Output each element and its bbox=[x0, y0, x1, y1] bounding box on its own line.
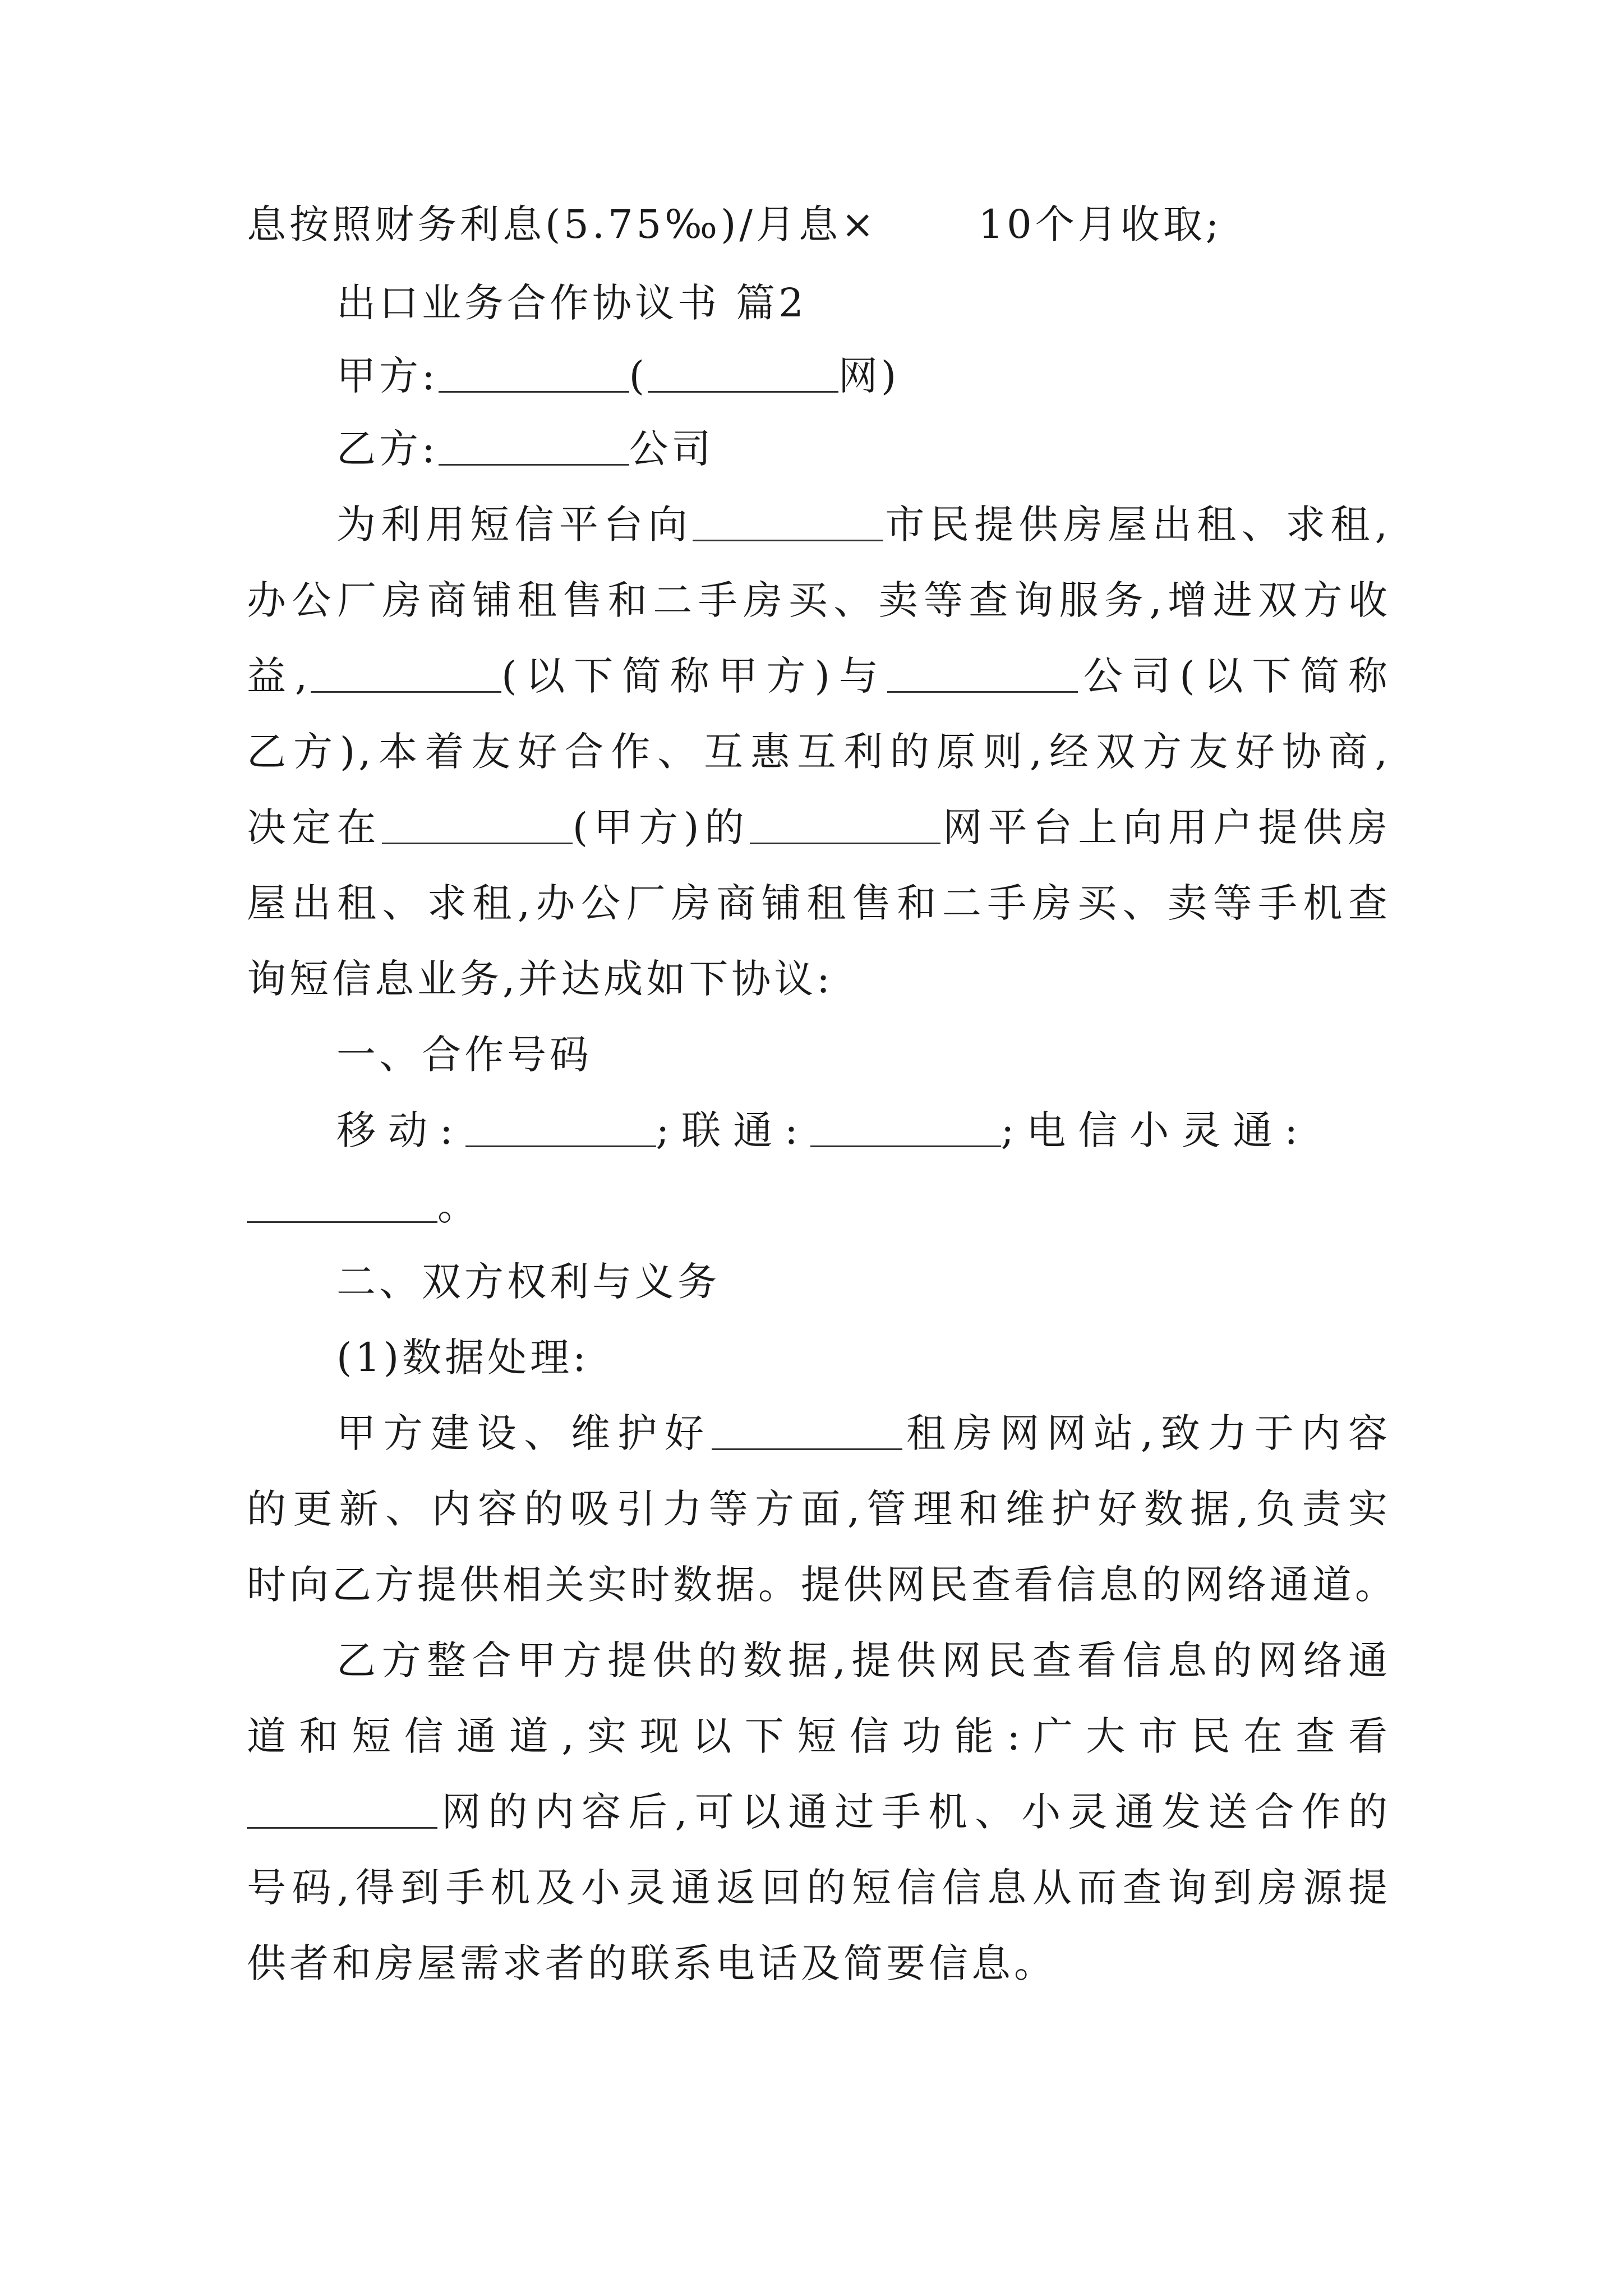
paragraph-line: 询短信息业务,并达成如下协议: bbox=[247, 956, 833, 1002]
blank-field bbox=[439, 425, 629, 466]
blank-field bbox=[247, 1182, 437, 1223]
blank-field bbox=[693, 500, 883, 541]
numbers-line-continued: 。 bbox=[247, 1178, 1391, 1234]
subsection-heading: (1)数据处理: bbox=[336, 1335, 589, 1381]
blank-field bbox=[247, 1788, 437, 1829]
paragraph-line: 供者和房屋需求者的联系电话及简要信息。 bbox=[247, 1940, 1057, 1986]
blank-field bbox=[439, 352, 629, 393]
numbers-line: 移动: ;联通: ;电信小灵通: bbox=[336, 1107, 1310, 1153]
paragraph-line: 时向乙方提供相关实时数据。提供网民查看信息的网络通道。 bbox=[247, 1562, 1398, 1608]
section-heading: 二、双方权利与义务 bbox=[336, 1259, 720, 1305]
paragraph-line: 益, (以下简称甲方)与 公司(以下简称 bbox=[247, 653, 1391, 699]
paragraph-line: 乙方),本着友好合作、互惠互利的原则,经双方友好协商, bbox=[247, 729, 1391, 775]
blank-field bbox=[648, 352, 838, 393]
text-line: 息按照财务利息(5.75‰)/月息× 10个月收取; bbox=[247, 201, 1223, 247]
paragraph-line: 屋出租、求租,办公厂房商铺租售和二手房买、卖等手机查 bbox=[247, 880, 1391, 926]
party-b-line: 乙方: 公司 bbox=[336, 426, 714, 472]
section-title: 出口业务合作协议书 篇2 bbox=[336, 280, 807, 326]
paragraph-line: 道和短信通道,实现以下短信功能:广大市民在查看 bbox=[247, 1713, 1391, 1759]
section-heading: 一、合作号码 bbox=[336, 1032, 592, 1078]
blank-field bbox=[382, 803, 573, 844]
paragraph-line: 的更新、内容的吸引力等方面,管理和维护好数据,负责实 bbox=[247, 1486, 1391, 1532]
paragraph-line: 为利用短信平台向 市民提供房屋出租、求租, bbox=[336, 501, 1391, 547]
paragraph-line: 办公厂房商铺租售和二手房买、卖等查询服务,增进双方收 bbox=[247, 577, 1391, 623]
blank-field bbox=[712, 1409, 902, 1450]
blank-field bbox=[465, 1106, 656, 1147]
paragraph-line: 决定在 (甲方)的 网平台上向用户提供房 bbox=[247, 804, 1391, 850]
paragraph-line: 甲方建设、维护好 租房网网站,致力于内容 bbox=[336, 1410, 1391, 1456]
paragraph-line: 乙方整合甲方提供的数据,提供网民查看信息的网络通 bbox=[336, 1637, 1391, 1683]
blank-field bbox=[887, 652, 1078, 693]
party-a-line: 甲方: ( 网) bbox=[336, 353, 900, 399]
blank-field bbox=[810, 1106, 1001, 1147]
blank-field bbox=[311, 652, 501, 693]
blank-field bbox=[750, 803, 940, 844]
paragraph-line: 号码,得到手机及小灵通返回的短信信息从而查询到房源提 bbox=[247, 1865, 1391, 1911]
paragraph-line: 网的内容后,可以通过手机、小灵通发送合作的 bbox=[247, 1784, 1391, 1840]
